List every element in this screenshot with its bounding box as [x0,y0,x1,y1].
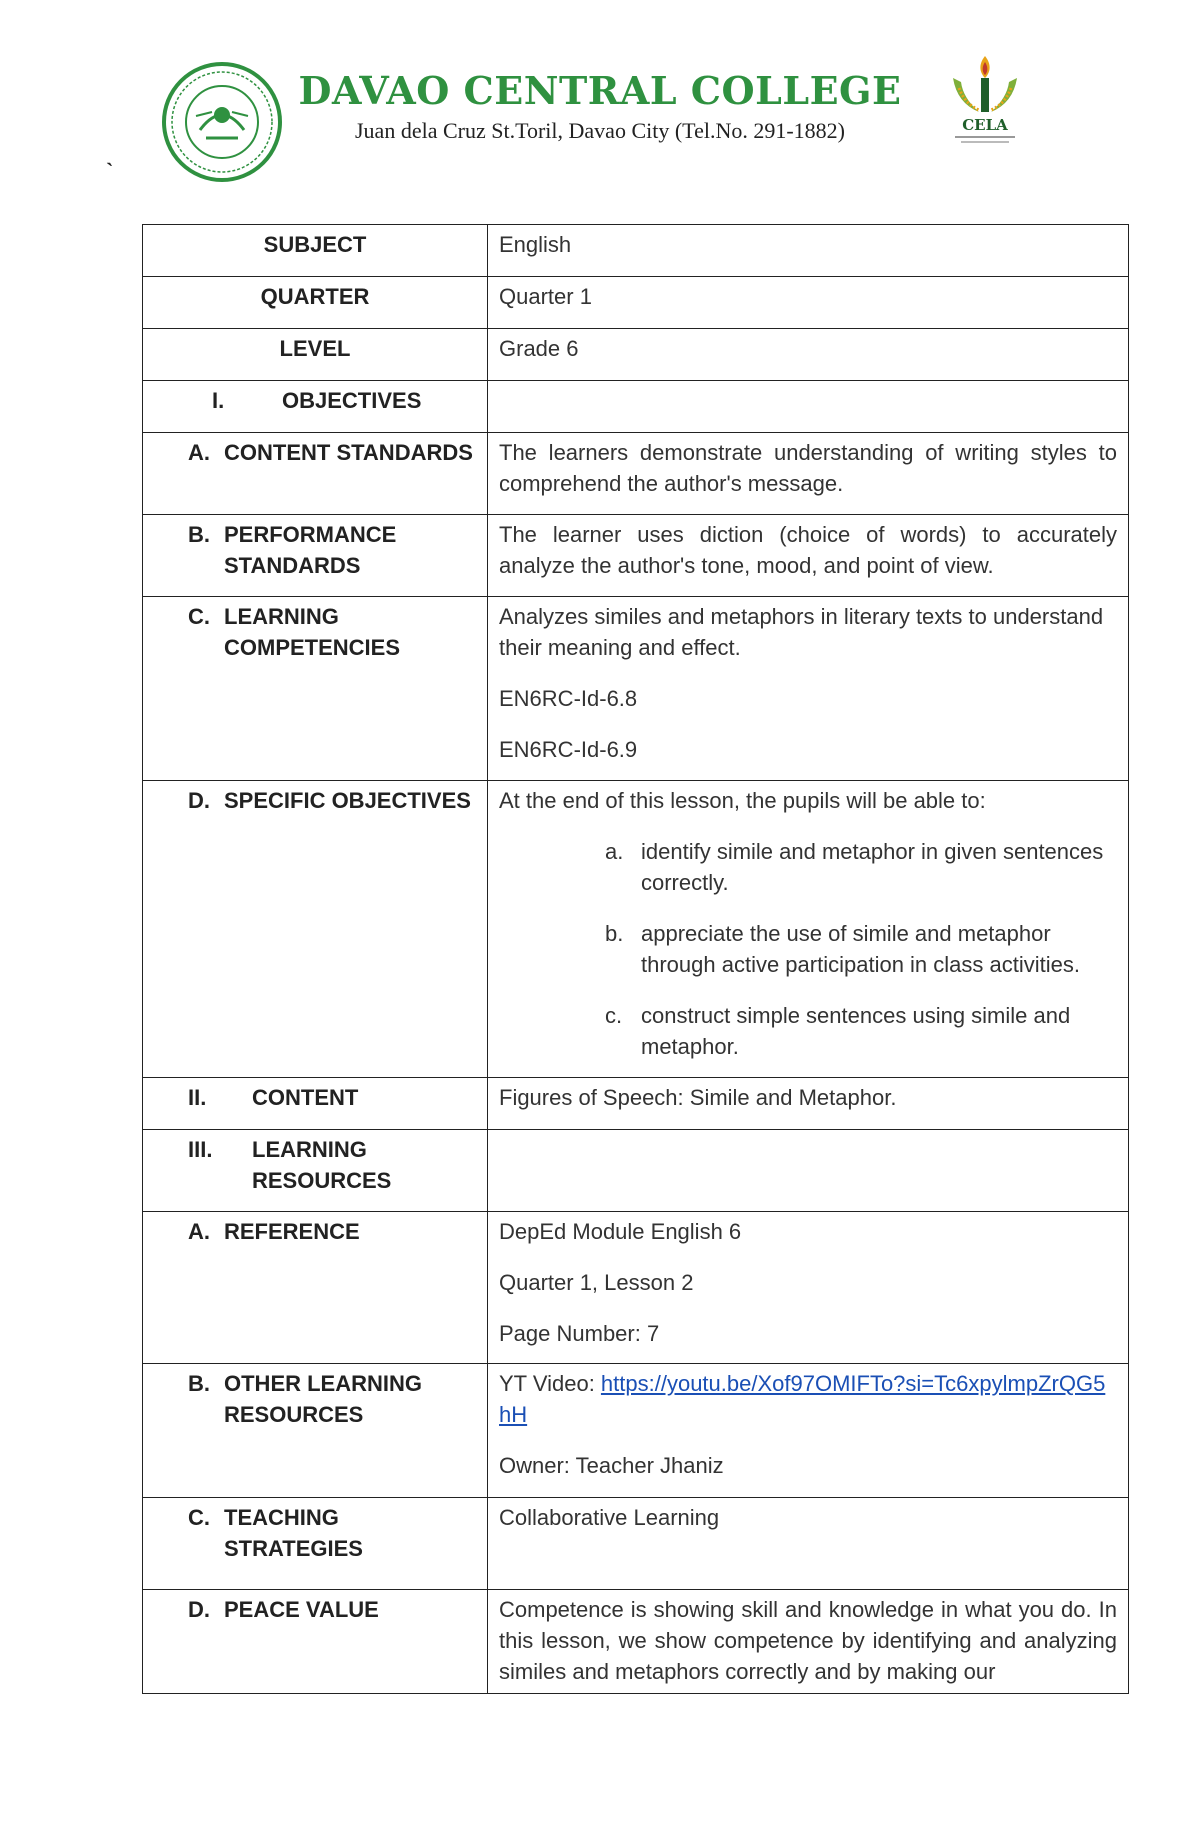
content-label: CONTENT [252,1085,359,1110]
learning-resources-number: III. [188,1137,213,1162]
table-row [143,1590,1129,1694]
stray-mark: ` [106,158,114,183]
peace-value-label: PEACE VALUE [224,1597,379,1622]
level-value: Grade 6 [488,329,1129,381]
other-resources-letter: B. [188,1371,210,1396]
learning-competencies-value: Analyzes similes and metaphors in literary texts to understand their meaning and effect. [499,604,1104,660]
specific-objectives-label: SPECIFIC OBJECTIVES [224,788,471,813]
learning-competencies-label: LEARNING COMPETENCIES [224,604,401,660]
objectives-value [488,381,1129,433]
specific-objectives-list [499,836,1117,1062]
objectives-label [143,381,488,433]
learning-competencies-letter: C. [188,604,210,629]
reference-line-1: DepEd Module English 6 [499,1219,742,1244]
list-item: a. identify simile and metaphor in given sentences correctly. [605,839,1104,895]
performance-standards-value: The learner uses diction (choice of words) to accurately analyze the author's tone, mood, and point of view. [488,515,1129,597]
table-row [143,1498,1129,1590]
table-row [143,433,1129,515]
reference-letter: A. [188,1219,210,1244]
peace-value-text: Competence is showing skill and knowledge in what you do. In this lesson, we show competence by identifying and analyzing similes and metaphors correctly and by making our [488,1590,1129,1694]
cela-logo-text: CELA [962,116,1008,134]
specific-objectives-letter: D. [188,788,210,813]
competency-code-2: EN6RC-Id-6.9 [499,737,638,762]
reference-label: REFERENCE [224,1219,360,1244]
subject-label: SUBJECT [143,225,488,277]
table-row [143,781,1129,1078]
list-item: b. appreciate the use of simile and metaphor through active participation in class activities. [605,921,1080,977]
learning-resources-value [488,1130,1129,1212]
content-standards-letter: A. [188,440,210,465]
content-number: II. [188,1085,207,1110]
cela-logo [935,48,1035,148]
quarter-value: Quarter 1 [488,277,1129,329]
table-row [143,597,1129,781]
content-standards-value: The learners demonstrate understanding of writing styles to comprehend the author's message. [488,433,1129,515]
peace-value-letter: D. [188,1597,210,1622]
lesson-plan-table [142,224,1129,1694]
other-resources-label: OTHER LEARNING RESOURCES [224,1371,422,1427]
table-row [143,277,1129,329]
teaching-strategies-letter: C. [188,1505,210,1530]
quarter-label: QUARTER [143,277,488,329]
table-row [143,1364,1129,1498]
video-line [499,1368,1117,1430]
table-row [143,381,1129,433]
performance-standards-label: PERFORMANCE STANDARDS [224,522,397,578]
objectives-text: OBJECTIVES [282,388,422,413]
competency-code-1: EN6RC-Id-6.8 [499,686,638,711]
table-row [143,329,1129,381]
list-item: c. construct simple sentences using simile and metaphor. [605,1003,1071,1059]
reference-line-2: Quarter 1, Lesson 2 [499,1270,694,1295]
document-header [0,0,1200,183]
video-prefix: YT Video: [499,1371,601,1396]
youtube-link[interactable]: https://youtu.be/Xof97OMIFTo?si=Tc6xpylmpZrQG5hH [499,1371,1106,1427]
college-address: Juan dela Cruz St.Toril, Davao City (Tel.No. 291-1882) [355,118,845,143]
content-value: Figures of Speech: Simile and Metaphor. [488,1078,1129,1130]
learning-resources-label: LEARNING RESOURCES [252,1137,392,1193]
objectives-number: I. [212,388,225,413]
college-name: DAVAO CENTRAL COLLEGE [298,68,902,113]
table-row [143,1078,1129,1130]
reference-line-3: Page Number: 7 [499,1321,660,1346]
level-label: LEVEL [143,329,488,381]
table-row [143,225,1129,277]
table-row [143,515,1129,597]
content-standards-label: CONTENT STANDARDS [224,440,473,465]
teaching-strategies-label: TEACHING STRATEGIES [224,1505,363,1561]
performance-standards-letter: B. [188,522,210,547]
subject-value: English [488,225,1129,277]
table-row [143,1130,1129,1212]
table-row [143,1212,1129,1364]
video-owner: Owner: Teacher Jhaniz [499,1453,724,1478]
specific-objectives-intro: At the end of this lesson, the pupils will be able to: [499,788,986,813]
teaching-strategies-value: Collaborative Learning [488,1498,1129,1590]
college-seal-logo [160,60,285,185]
